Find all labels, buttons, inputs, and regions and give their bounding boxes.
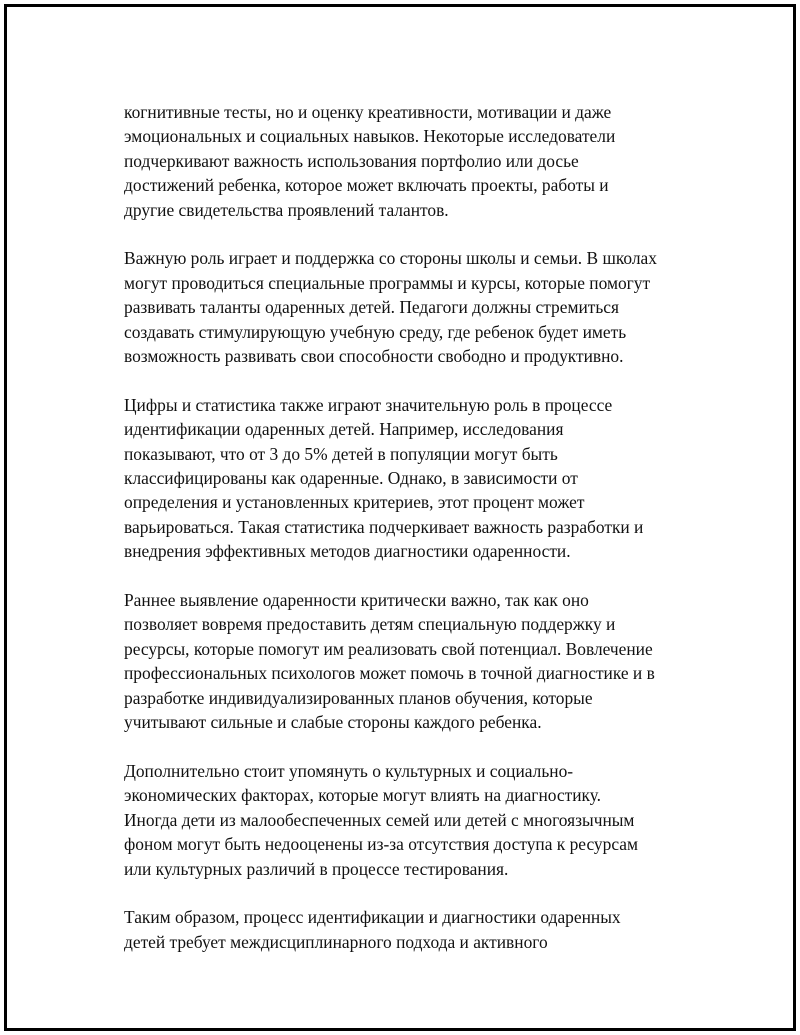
document-body [124,100,724,979]
text-line: определения и установленных критериев, этот процент может [124,492,585,513]
text-line: ресурсы, которые помогут им реализовать свой потенциал. Вовлечение [124,638,653,659]
text-line: другие свидетельства проявлений талантов. [124,199,449,220]
text-line: экономических факторах, которые могут влиять на диагностику. [124,785,602,806]
text-line: классифицированы как одаренные. Однако, в зависимости от [124,468,578,489]
text-line: возможность развивать свои способности свободно и продуктивно. [124,346,624,367]
text-line: учитывают сильные и слабые стороны каждого ребенка. [124,712,542,733]
paragraph [124,246,724,368]
text-line: достижений ребенка, которое может включать проекты, работы и [124,175,609,196]
text-line: позволяет вовремя предоставить детям специальную поддержку и [124,614,616,635]
paragraph [124,393,724,564]
text-line: когнитивные тесты, но и оценку креативности, мотивации и даже [124,102,612,122]
paragraph [124,905,724,954]
text-line: детей требует междисциплинарного подхода и активного [124,931,548,952]
text-line: подчеркивают важность использования портфолио или досье [124,150,579,171]
text-line: создавать стимулирующую учебную среду, где ребенок будет иметь [124,321,627,342]
text-line: варьироваться. Такая статистика подчеркивает важность разработки и [124,516,644,537]
text-line: внедрения эффективных методов диагностики одаренности. [124,541,571,562]
text-line: Иногда дети из малообеспеченных семей или детей с многоязычным [124,809,635,830]
text-line: Важную роль играет и поддержка со стороны школы и семьи. В школах [124,248,657,269]
text-line: идентификации одаренных детей. Например, исследования [124,419,564,440]
text-line: профессиональных психологов может помочь в точной диагностике и в [124,663,655,684]
text-line: Раннее выявление одаренности критически важно, так как оно [124,590,589,611]
text-line: могут проводиться специальные программы и курсы, которые помогут [124,272,651,293]
text-line: Дополнительно стоит упомянуть о культурных и социально- [124,760,574,781]
text-line: фоном могут быть недооценены из-за отсутствия доступа к ресурсам [124,834,638,855]
text-line: показывают, что от 3 до 5% детей в популяции могут быть [124,443,558,464]
text-line: Таким образом, процесс идентификации и диагностики одаренных [124,907,621,928]
paragraph [124,588,724,734]
paragraph [124,100,724,222]
text-line: или культурных различий в процессе тестирования. [124,858,509,879]
text-line: разработке индивидуализированных планов обучения, которые [124,687,593,708]
paragraph [124,759,724,881]
text-line: эмоциональных и социальных навыков. Некоторые исследователи [124,126,616,147]
text-line: Цифры и статистика также играют значительную роль в процессе [124,394,613,415]
text-line: развивать таланты одаренных детей. Педагоги должны стремиться [124,297,620,318]
page-frame [4,4,796,1031]
